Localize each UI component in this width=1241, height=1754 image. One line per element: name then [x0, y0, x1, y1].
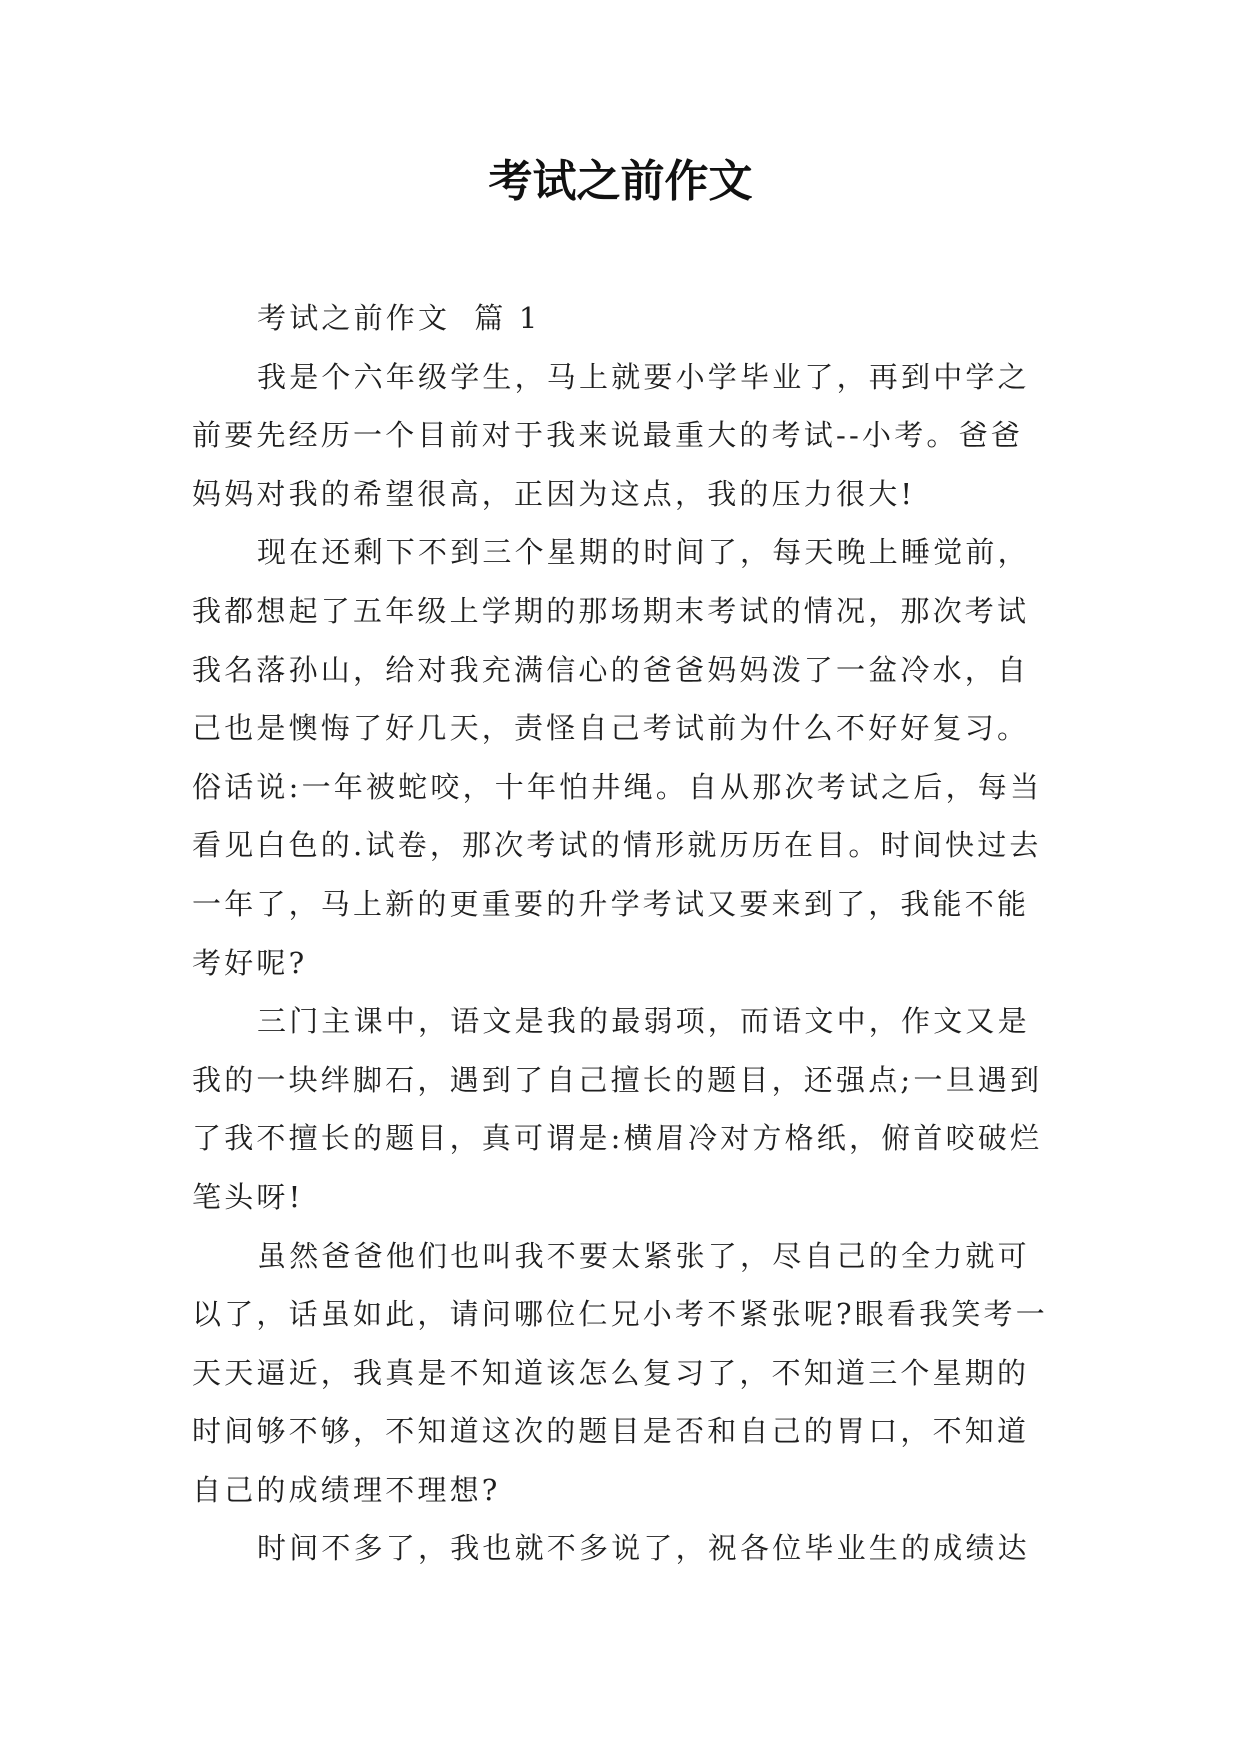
paragraph-3: 三门主课中，语文是我的最弱项，而语文中，作文又是我的一块绊脚石，遇到了自己擅长的题目，还强点;一旦遇到了我不擅长的题目，真可谓是:横眉冷对方格纸，俯首咬破烂笔头呀!	[192, 1004, 1043, 1214]
section-heading-part: 篇 1	[474, 301, 541, 335]
paragraph-2: 现在还剩下不到三个星期的时间了，每天晚上睡觉前，我都想起了五年级上学期的那场期末考试的情况，那次考试我名落孙山，给对我充满信心的爸爸妈妈泼了一盆冷水，自己也是懊悔了好几天，责怪自己考试前为什么不好好复习。俗话说:一年被蛇咬，十年怕井绳。自从那次考试之后，每当看见白色的.试卷，那次考试的情形就历历在目。时间快过去一年了，马上新的更重要的升学考试又要来到了，我能不能考好呢?	[192, 535, 1043, 980]
paragraph-5: 时间不多了，我也就不多说了，祝各位毕业生的成绩达	[257, 1531, 1030, 1566]
paragraph-1: 我是个六年级学生，马上就要小学毕业了，再到中学之前要先经历一个目前对于我来说最重大的考试--小考。爸爸妈妈对我的希望很高，正因为这点，我的压力很大!	[192, 359, 1030, 511]
section-heading	[192, 289, 1052, 348]
section-heading-label: 考试之前作文	[257, 301, 451, 335]
document-body	[192, 289, 1052, 1578]
document-title: 考试之前作文	[488, 156, 753, 207]
paragraph-4: 虽然爸爸他们也叫我不要太紧张了，尽自己的全力就可以了，话虽如此，请问哪位仁兄小考不紧张呢?眼看我笑考一天天逼近，我真是不知道该怎么复习了，不知道三个星期的时间够不够，不知道这次的题目是否和自己的胃口，不知道自己的成绩理不理想?	[192, 1238, 1048, 1507]
